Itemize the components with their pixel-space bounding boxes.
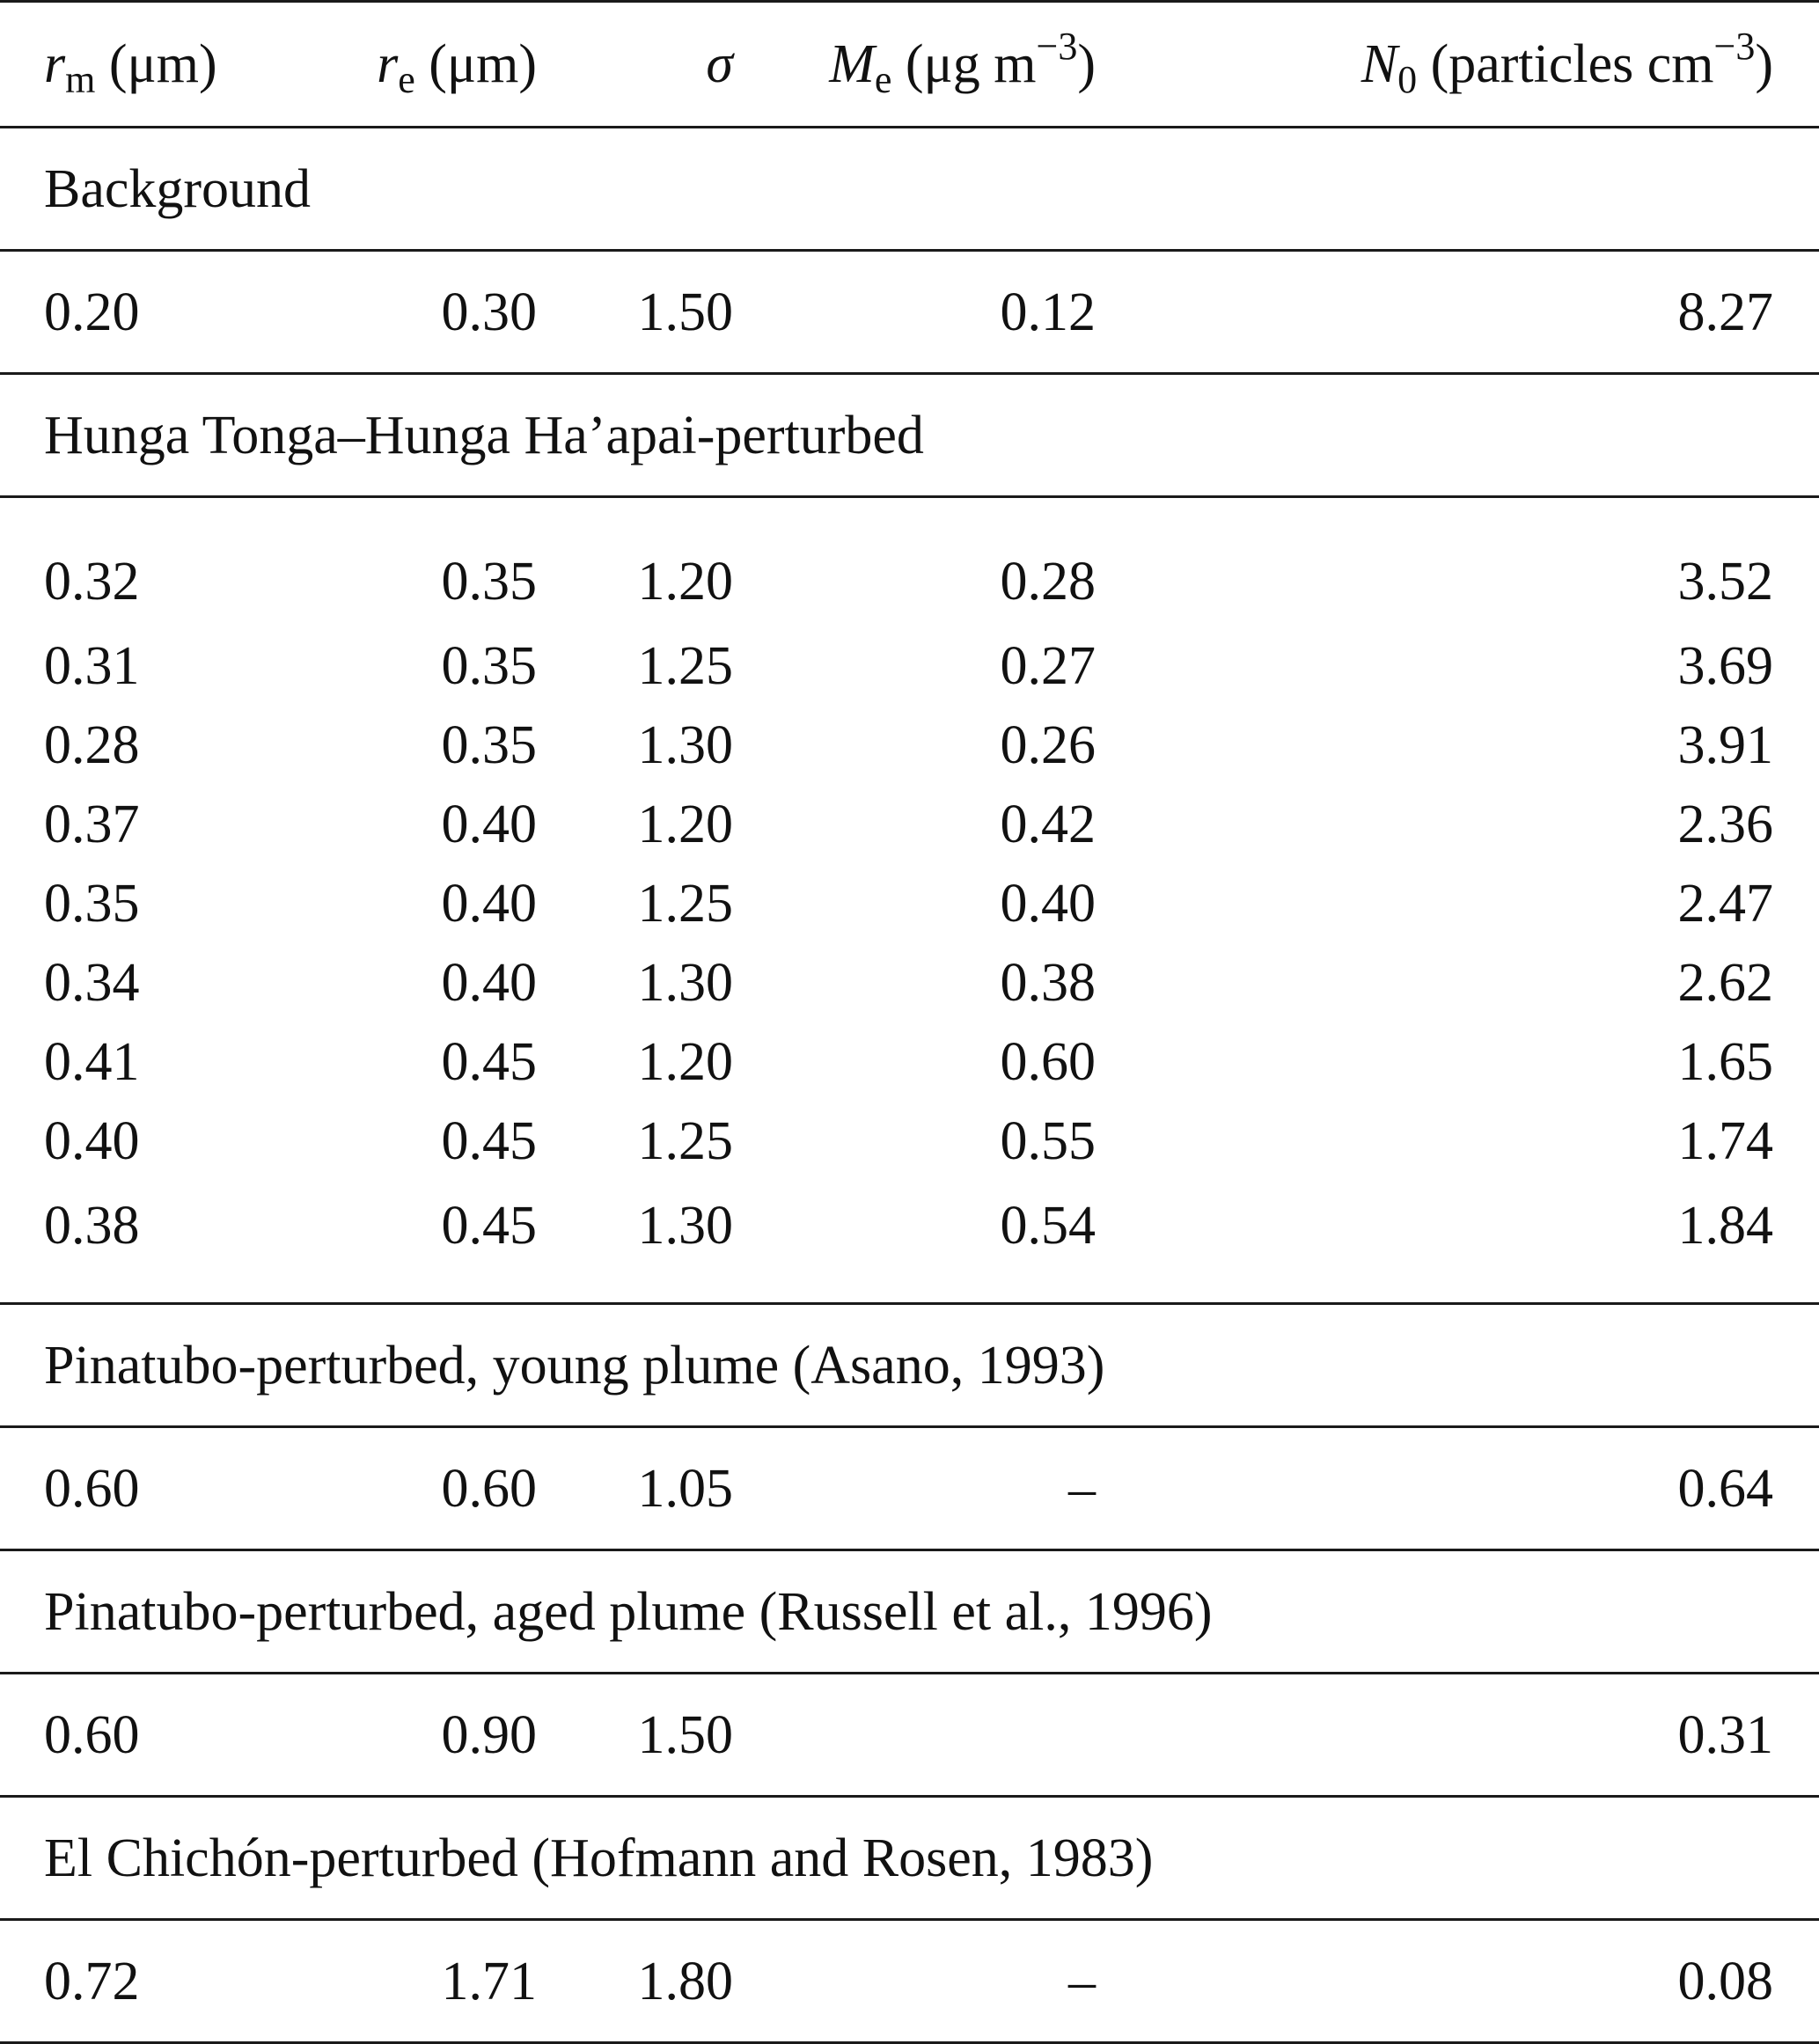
n0-cell: 0.64 — [1179, 1427, 1819, 1550]
table-row — [0, 943, 1819, 1022]
group-title: Background — [0, 128, 1819, 251]
group-title-row — [0, 374, 1819, 497]
rm-cell: 0.20 — [0, 251, 306, 374]
table-row — [0, 1674, 1819, 1797]
n0-cell: 1.74 — [1677, 1111, 1773, 1171]
rm-cell: 0.41 — [44, 1032, 140, 1092]
rm-cell: 0.60 — [0, 1674, 306, 1797]
table-row — [0, 1181, 1819, 1304]
me-cell: 0.40 — [1000, 874, 1096, 934]
table-row — [0, 706, 1819, 785]
me-cell: 0.27 — [1000, 636, 1096, 696]
sigma-cell: 1.30 — [637, 953, 733, 1013]
n0-cell: 1.65 — [1677, 1032, 1773, 1092]
table-row — [0, 785, 1819, 864]
rm-cell: 0.40 — [44, 1111, 140, 1171]
re-cell: 0.35 — [441, 552, 537, 612]
n0-cell: 3.91 — [1677, 715, 1773, 775]
group-title: Pinatubo-perturbed, aged plume (Russell et al., 1996) — [0, 1550, 1819, 1674]
me-cell: – — [748, 1920, 1179, 2043]
re-cell: 0.30 — [306, 251, 546, 374]
header-re: re (μm) — [306, 2, 546, 128]
re-cell: 1.71 — [306, 1920, 546, 2043]
table-row — [0, 251, 1819, 374]
me-cell — [748, 1674, 1179, 1797]
rm-cell: 0.32 — [44, 552, 140, 612]
me-cell: – — [748, 1427, 1179, 1550]
sigma-cell: 1.25 — [637, 636, 733, 696]
me-cell: 0.12 — [748, 251, 1179, 374]
n0-cell: 3.52 — [1677, 552, 1773, 612]
sigma-cell: 1.80 — [546, 1920, 748, 2043]
sigma-cell: 1.30 — [637, 715, 733, 775]
n0-cell: 2.47 — [1677, 874, 1773, 934]
rm-cell: 0.60 — [0, 1427, 306, 1550]
re-cell: 0.60 — [306, 1427, 546, 1550]
me-cell: 0.54 — [748, 1181, 1179, 1304]
me-cell: 0.38 — [1000, 953, 1096, 1013]
n0-cell: 1.84 — [1179, 1181, 1819, 1304]
table-row — [0, 497, 1819, 627]
group-title-row — [0, 1304, 1819, 1427]
re-cell: 0.90 — [306, 1674, 546, 1797]
table-row — [0, 1920, 1819, 2043]
sigma-cell: 1.50 — [546, 1674, 748, 1797]
me-cell: 0.42 — [1000, 795, 1096, 854]
rm-cell: 0.35 — [44, 874, 140, 934]
n0-cell: 2.36 — [1677, 795, 1773, 854]
table-row — [0, 626, 1819, 706]
me-cell: 0.60 — [1000, 1032, 1096, 1092]
group-title-row — [0, 128, 1819, 251]
re-cell: 0.40 — [441, 953, 537, 1013]
sigma-cell: 1.50 — [546, 251, 748, 374]
me-cell: 0.55 — [1000, 1111, 1096, 1171]
header-sigma: σ — [546, 2, 748, 128]
table-row — [0, 864, 1819, 943]
group-title: Pinatubo-perturbed, young plume (Asano, 1993) — [0, 1304, 1819, 1427]
n0-cell: 0.31 — [1179, 1674, 1819, 1797]
re-cell: 0.45 — [441, 1032, 537, 1092]
group-title: El Chichón-perturbed (Hofmann and Rosen, 1983) — [0, 1797, 1819, 1920]
sigma-cell: 1.20 — [637, 1032, 733, 1092]
rm-cell: 0.72 — [0, 1920, 306, 2043]
sigma-cell: 1.25 — [637, 1111, 733, 1171]
header-me: Me (μg $m^{-3}$) — [748, 2, 1179, 128]
sigma-cell: 1.30 — [546, 1181, 748, 1304]
re-cell: 0.45 — [306, 1181, 546, 1304]
sigma-cell: 1.20 — [637, 795, 733, 854]
re-cell: 0.45 — [441, 1111, 537, 1171]
re-cell: 0.35 — [441, 715, 537, 775]
header-row — [0, 2, 1819, 128]
sigma-cell: 1.20 — [637, 552, 733, 612]
table-row — [0, 1427, 1819, 1550]
re-cell: 0.35 — [441, 636, 537, 696]
group-title-row — [0, 1550, 1819, 1674]
n0-cell: 8.27 — [1179, 251, 1819, 374]
re-cell: 0.40 — [441, 874, 537, 934]
rm-cell: 0.28 — [44, 715, 140, 775]
group-title-row — [0, 1797, 1819, 1920]
rm-cell: 0.34 — [44, 953, 140, 1013]
sigma-cell: 1.05 — [546, 1427, 748, 1550]
table-row — [0, 1102, 1819, 1181]
me-cell: 0.28 — [1000, 552, 1096, 612]
n0-cell: 0.08 — [1179, 1920, 1819, 2043]
rm-cell: 0.37 — [44, 795, 140, 854]
rm-cell: 0.31 — [44, 636, 140, 696]
sigma-cell: 1.25 — [637, 874, 733, 934]
rm-cell: 0.38 — [0, 1181, 306, 1304]
header-rm: rm (μm) — [0, 2, 306, 128]
re-cell: 0.40 — [441, 795, 537, 854]
me-cell: 0.26 — [1000, 715, 1096, 775]
header-n0: N0 (particles $cm^{-3}$) — [1179, 2, 1819, 128]
n0-cell: 2.62 — [1677, 953, 1773, 1013]
group-title: Hunga Tonga–Hunga Ha’apai-perturbed — [0, 374, 1819, 497]
table-row — [0, 1022, 1819, 1102]
n0-cell: 3.69 — [1677, 636, 1773, 696]
